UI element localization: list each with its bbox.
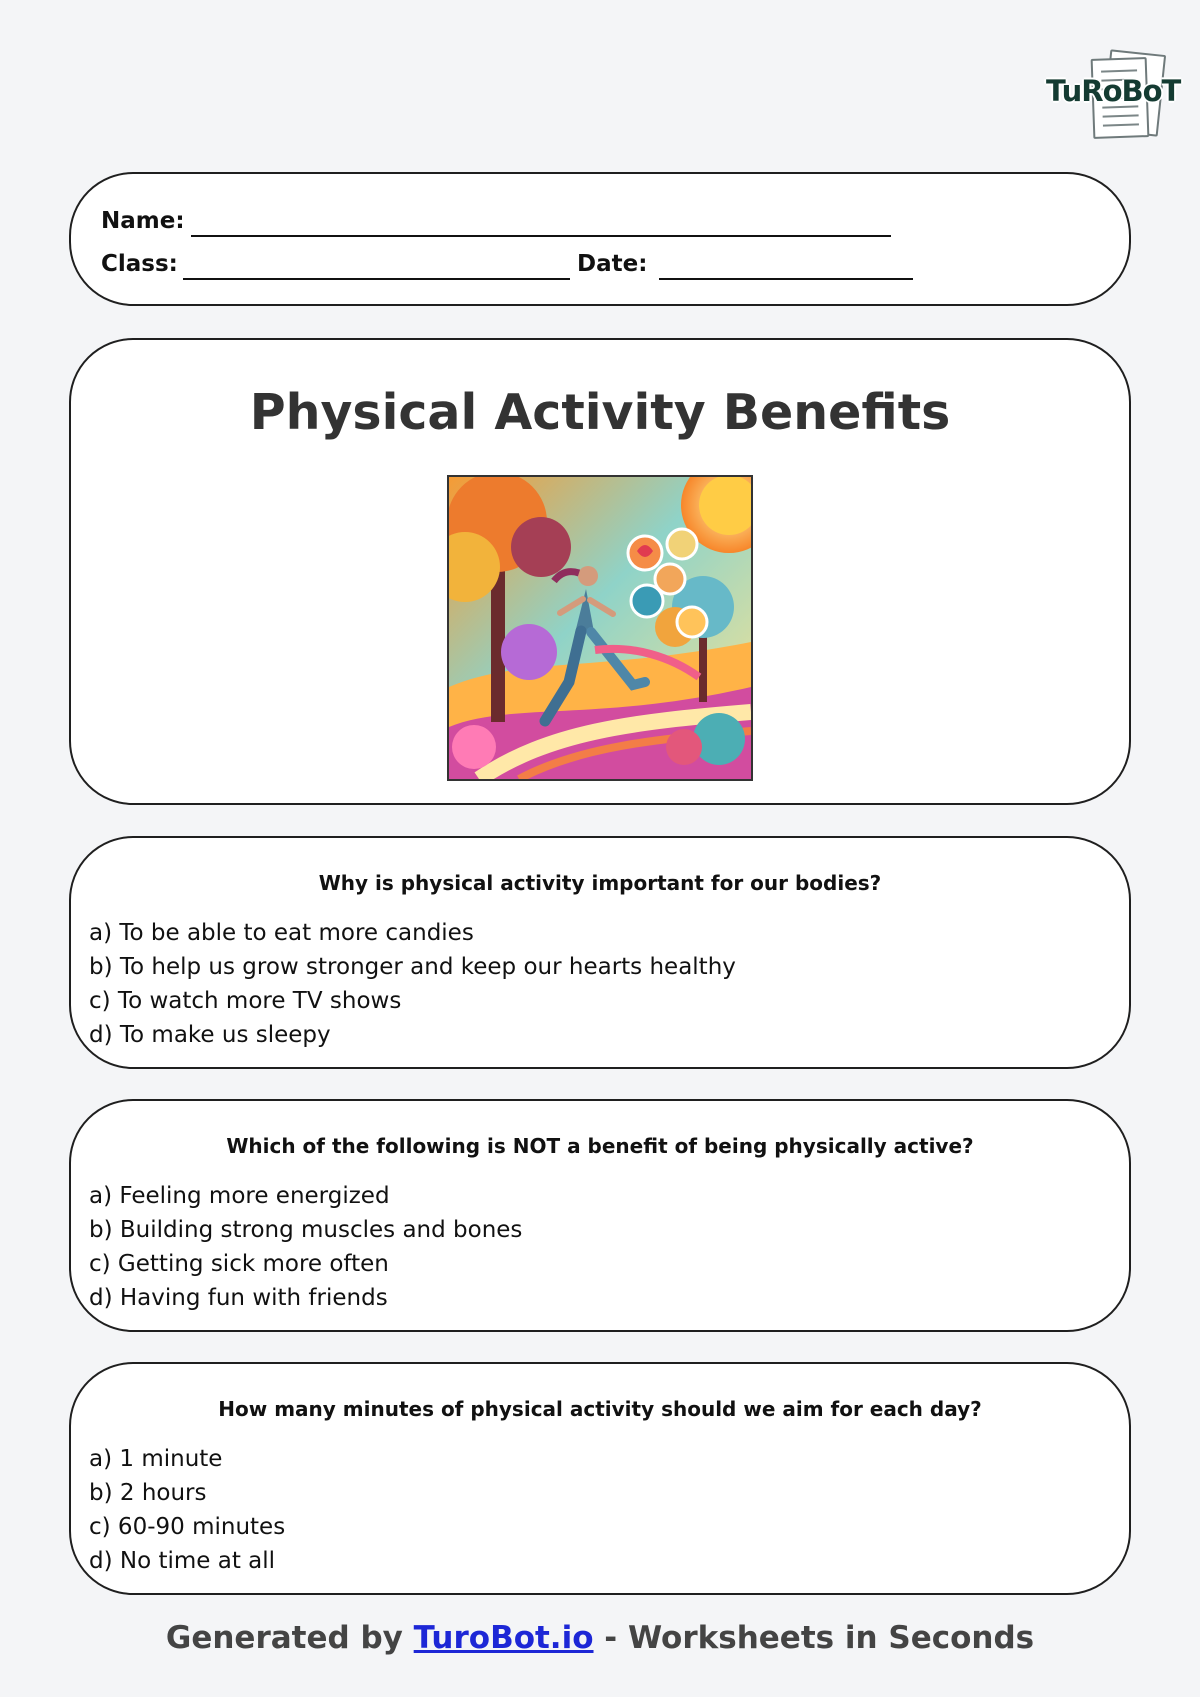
- title-section: [69, 338, 1131, 805]
- answer-option-a[interactable]: a) Feeling more energized: [89, 1183, 390, 1209]
- question-card-2: [69, 1099, 1131, 1332]
- answer-option-a[interactable]: a) To be able to eat more candies: [89, 920, 474, 946]
- footer-suffix: - Worksheets in Seconds: [593, 1620, 1035, 1656]
- answer-option-c[interactable]: c) 60-90 minutes: [89, 1514, 286, 1540]
- name-line[interactable]: [191, 235, 891, 237]
- answer-options: [89, 1179, 522, 1315]
- answer-option-d[interactable]: d) No time at all: [89, 1548, 276, 1574]
- logo-wordmark: TuRoBoT: [1046, 74, 1181, 108]
- runner-illustration: [447, 475, 753, 781]
- question-text: Which of the following is NOT a benefit of being physically active?: [226, 1134, 974, 1158]
- footer-prefix: Generated by: [165, 1620, 414, 1656]
- answer-option-c[interactable]: c) To watch more TV shows: [89, 988, 402, 1014]
- name-label: Name:: [101, 208, 185, 234]
- answer-options: [89, 1442, 285, 1578]
- answer-option-b[interactable]: b) 2 hours: [89, 1480, 207, 1506]
- turobot-logo: [1044, 50, 1181, 136]
- class-label: Class:: [101, 251, 178, 277]
- answer-option-d[interactable]: d) To make us sleepy: [89, 1022, 331, 1048]
- date-line[interactable]: [659, 278, 913, 280]
- class-line[interactable]: [183, 278, 570, 280]
- question-text: How many minutes of physical activity should we aim for each day?: [218, 1397, 982, 1421]
- page-title: Physical Activity Benefits: [249, 384, 951, 441]
- question-card-3: [69, 1362, 1131, 1595]
- answer-option-b[interactable]: b) To help us grow stronger and keep our hearts healthy: [89, 954, 736, 980]
- answer-option-c[interactable]: c) Getting sick more often: [89, 1251, 389, 1277]
- turobot-link[interactable]: TuroBot.io: [413, 1620, 594, 1656]
- question-text: Why is physical activity important for our bodies?: [318, 871, 882, 895]
- date-label: Date:: [577, 251, 648, 277]
- answer-option-a[interactable]: a) 1 minute: [89, 1446, 223, 1472]
- footer: [0, 1620, 1200, 1656]
- question-card-1: [69, 836, 1131, 1069]
- answer-option-b[interactable]: b) Building strong muscles and bones: [89, 1217, 523, 1243]
- answer-option-d[interactable]: d) Having fun with friends: [89, 1285, 388, 1311]
- runner-in-park-illustration: [449, 477, 751, 779]
- student-info-box: [69, 172, 1131, 306]
- answer-options: [89, 916, 736, 1052]
